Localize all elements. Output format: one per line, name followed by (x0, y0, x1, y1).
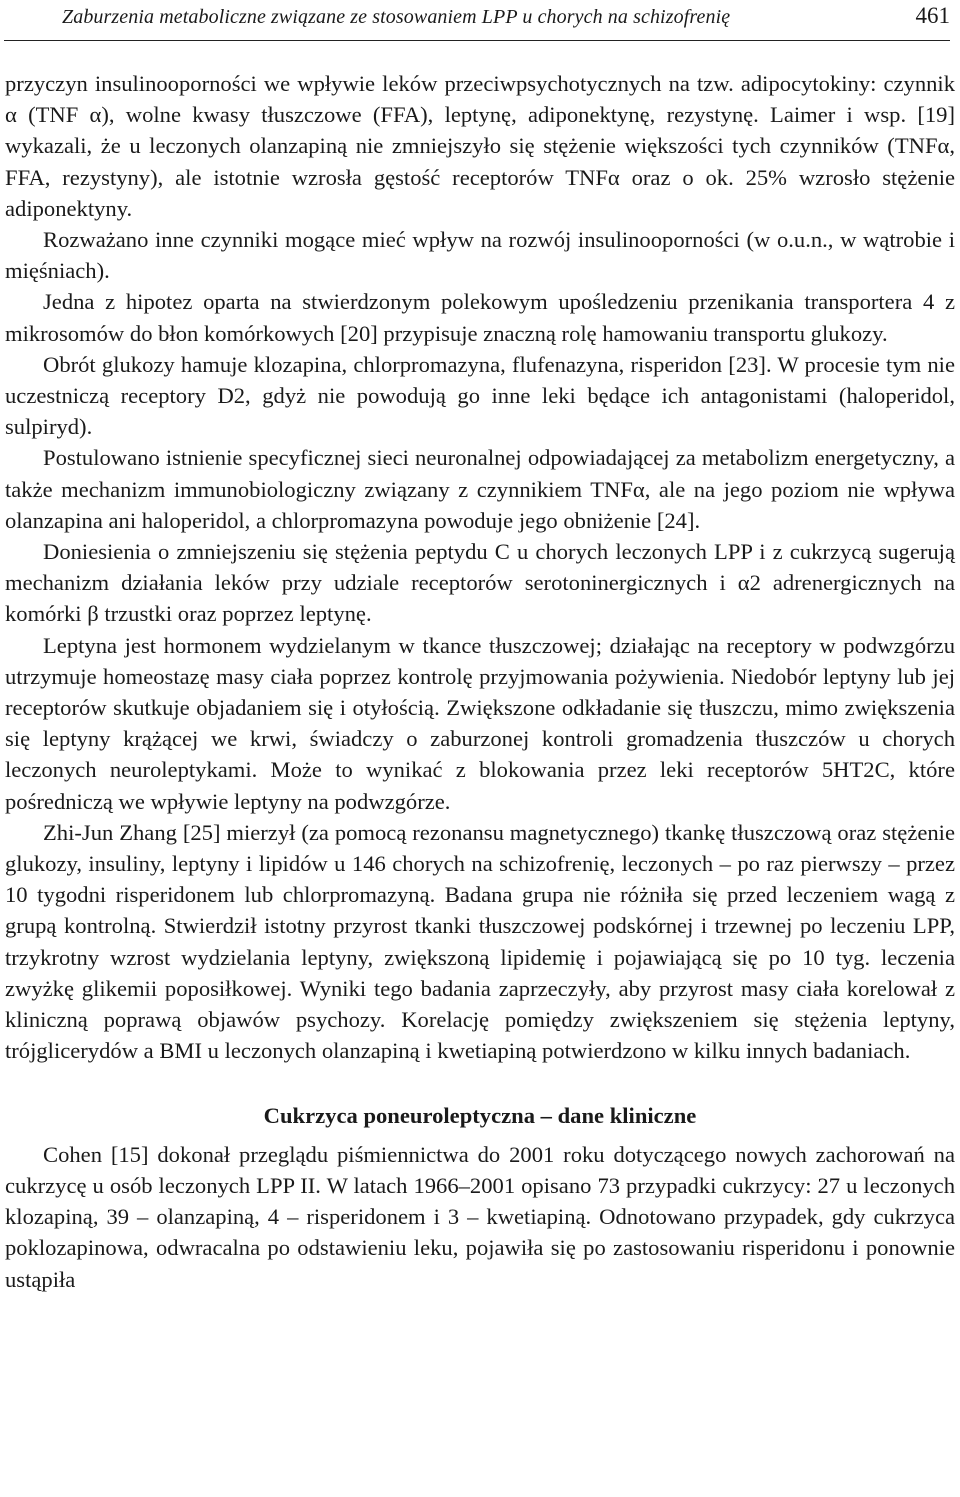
section-heading: Cukrzyca poneuroleptyczna – dane kliniczne (263, 1102, 697, 1128)
running-header (0, 0, 960, 44)
body-paragraph: Zhi-Jun Zhang [25] mierzył (za pomocą rezonansu magnetycznego) tkankę tłuszczową oraz stężenie glukozy, insuliny, leptyny i lipidów u 146 chorych na schizofrenię, leczonych – po raz pierwszy – przez 10 tygodni risperidonem lub chlorpromazyną. Badana grupa nie różniła się przed leczeniem wagą z grupą kontrolną. Stwierdził istotny przyrost tkanki tłuszczowej podskórnej i trzewnej po leczeniu LPP, trzykrotny wzrost wydzielania leptyny, zwiększoną lipidemię i pojawiającą się po 10 tyg. leczenia zwyżkę glikemii poposiłkowej. Wyniki tego badania zaprzeczyły, aby przyrost masy ciała korelował z kliniczną poprawą objawów psychozy. Korelację pomiędzy zwiększeniem się stężenia leptyny, trójglicerydów a BMI u leczonych olanzapiną i kwetiapiną potwierdzono w kilku innych badaniach. (5, 819, 955, 1064)
body-paragraph: Obrót glukozy hamuje klozapina, chlorpromazyna, flufenazyna, risperidon [23]. W procesie tym nie uczestniczą receptory D2, gdyż nie powodują go inne leki będące ich antagonistami (haloperidol, sulpiryd). (5, 351, 955, 440)
body-paragraph: Doniesienia o zmniejszeniu się stężenia peptydu C u chorych leczonych LPP i z cukrzycą sugerują mechanizm działania leków przy udziale receptorów serotoninergicznych i α2 adrenergicznych na komórki β trzustki oraz poprzez leptynę. (5, 539, 955, 627)
running-title: Zaburzenia metaboliczne związane ze stosowaniem LPP u chorych na schizofrenię (62, 6, 731, 28)
page-number: 461 (915, 3, 950, 28)
body-paragraph: Postulowano istnienie specyficznej sieci neuronalnej odpowiadającej za metabolizm energetyczny, a także mechanizm immunobiologiczny związany z czynnikiem TNFα, ale na jego poziom nie wpływa olanzapina ani haloperidol, a chlorpromazyna powoduje jego obniżenie [24]. (5, 445, 955, 533)
body-paragraph: Leptyna jest hormonem wydzielanym w tkance tłuszczowej; działając na receptory w podwzgórzu utrzymuje homeostazę masy ciała poprzez kontrolę przyjmowania pożywienia. Niedobór leptyny lub jej receptorów skutkuje objadaniem się i otyłością. Zwiększone odkładanie się tłuszczu, mimo zwiększenia się leptyny krążącej we krwi, świadczy o zaburzonej kontroli gromadzenia tłuszczów u chorych leczonych neuroleptykami. Może to wynikać z blokowania przez leki receptorów 5HT2C, które pośredniczą we wpływie leptyny na podwzgórze. (5, 632, 955, 814)
header-rule (4, 40, 950, 41)
body-paragraph: Cohen [15] dokonał przeglądu piśmiennictwa do 2001 roku dotyczącego nowych zachorowań na cukrzycę u osób leczonych LPP II. W latach 1966–2001 opisano 73 przypadki cukrzycy: 27 u leczonych klozapiną, 39 – olanzapiną, 4 – risperidonem i 3 – kwetiapiną. Odnotowano przypadek, gdy cukrzyca poklozapinowa, odwracalna po odstawieniu leku, pojawiła się po zastosowaniu risperidonu i ponownie ustąpiła (5, 1141, 955, 1292)
body-paragraph: Rozważano inne czynniki mogące mieć wpływ na rozwój insulinooporności (w o.u.n., w wątrobie i mięśniach). (5, 227, 955, 284)
body-paragraph: Jedna z hipotez oparta na stwierdzonym polekowym upośledzeniu przenikania transportera 4 z mikrosomów do błon komórkowych [20] przypisuje znaczną rolę hamowaniu transportu glukozy. (5, 289, 955, 346)
body-paragraph: przyczyn insulinooporności we wpływie leków przeciwpsychotycznych na tzw. adipocytokiny: czynnik α (TNF α), wolne kwasy tłuszczowe (FFA), leptynę, adiponektynę, rezystynę. Laimer i wsp. [19] wykazali, że u leczonych olanzapiną nie zmniejszyło się stężenie większości tych czynników (TNFα, FFA, rezystyny), ale istotnie wzrosła gęstość receptorów TNFα oraz o ok. 25% wzrosło stężenie adiponektyny. (5, 71, 955, 221)
article-body (5, 68, 955, 1295)
